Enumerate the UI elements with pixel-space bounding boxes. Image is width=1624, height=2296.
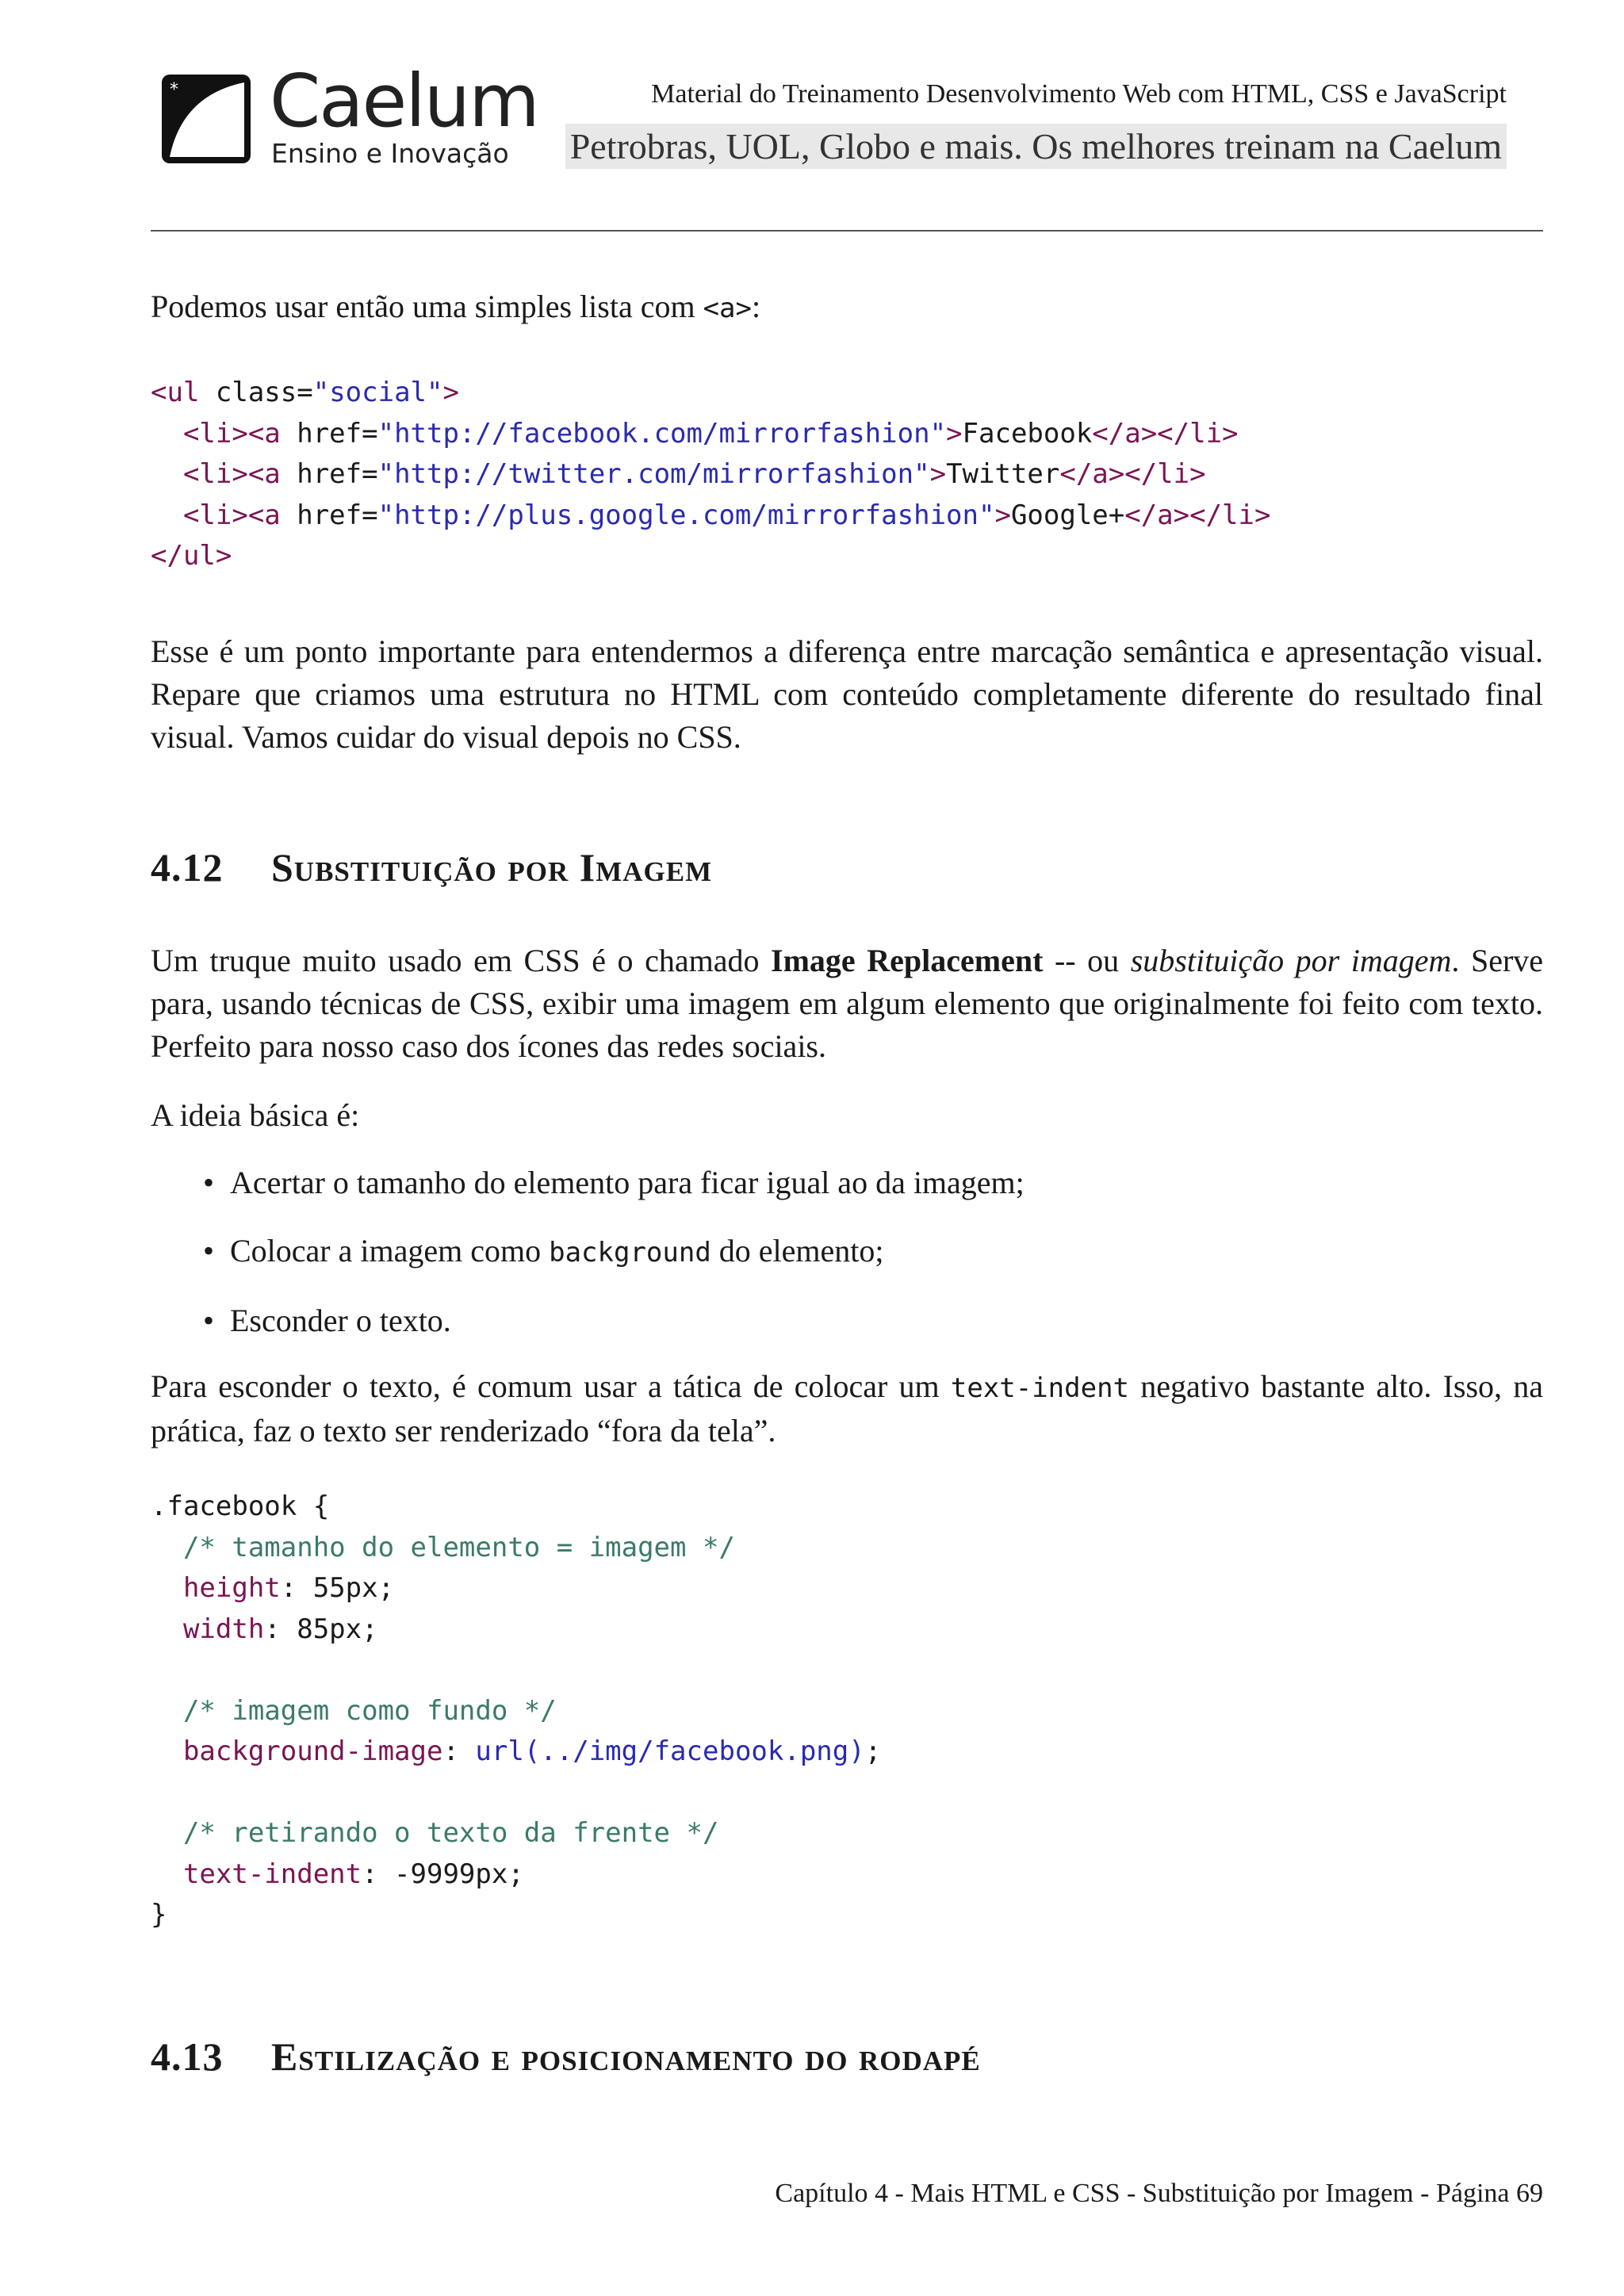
inline-code: <a> — [703, 293, 752, 324]
logo-name: Caelum — [270, 59, 538, 144]
list-item: • Colocar a imagem como background do elemento; — [203, 1233, 884, 1269]
page-footer: Capítulo 4 - Mais HTML e CSS - Substituição por Imagem - Página 69 — [775, 2179, 1543, 2208]
semantic-paragraph: Esse é um ponto importante para entendermos a diferença entre marcação semântica e apresentação visual. Repare que criamos uma estrutura no HTML com conteúdo completamente diferente do resultado final visual. Vamos cuidar do visual depois no CSS. — [151, 633, 1543, 755]
logo-mark-icon — [159, 71, 254, 166]
page-header — [151, 59, 1546, 184]
code-block-css: .facebook { /* tamanho do elemento = imagem */ height: 55px; width: 85px; /* imagem como fundo */ background-image: url(../img/facebook.png); /* retirando o texto da frente */ text-indent: -9999px; } — [151, 1490, 882, 1931]
logo-tagline: Ensino e Inovação — [271, 138, 509, 169]
header-divider — [151, 230, 1543, 232]
steps-list — [151, 1161, 1543, 1342]
list-item: • Acertar o tamanho do elemento para ficar igual ao da imagem; — [203, 1165, 1025, 1200]
hide-text-paragraph: Para esconder o texto, é comum usar a tática de colocar um text-indent negativo bastante alto. Isso, na prática, faz o texto ser renderizado “fora da tela”. — [151, 1368, 1543, 1448]
header-slogan: Petrobras, UOL, Globo e mais. Os melhores treinam na Caelum — [565, 124, 1507, 169]
header-subtitle: Material do Treinamento Desenvolvimento Web com HTML, CSS e JavaScript — [651, 79, 1507, 109]
caelum-logo — [151, 59, 538, 176]
section-heading-4-13: 4.13 Estilização e posicionamento do rodapé — [151, 2034, 981, 2079]
basic-idea-paragraph: A ideia básica é: — [151, 1097, 360, 1133]
section-heading-4-12: 4.12 Substituição por Imagem — [151, 845, 713, 890]
inline-code: text-indent — [950, 1372, 1130, 1404]
image-replacement-paragraph: Um truque muito usado em CSS é o chamado Image Replacement -- ou substituição por imagem. Serve para, usando técnicas de CSS, exibir uma imagem em algum elemento que originalmente foi feito com texto. Perfeito para nosso caso dos ícones das redes sociais. — [151, 943, 1544, 1064]
inline-code: background — [549, 1237, 711, 1269]
svg-text:*: * — [170, 80, 178, 100]
intro-paragraph: Podemos usar então uma simples lista com <a>: — [151, 289, 761, 324]
list-item: • Esconder o texto. — [203, 1303, 451, 1338]
code-block-html: <ul class="social"> <li><a href="http://facebook.com/mirrorfashion">Facebook</a></li> <li><a href="http://twitter.com/mirrorfashion">Twitter</a></li> <li><a href="http://plus.google.com/mirrorfashion">Google+</a></li> </ul> — [151, 377, 1271, 572]
